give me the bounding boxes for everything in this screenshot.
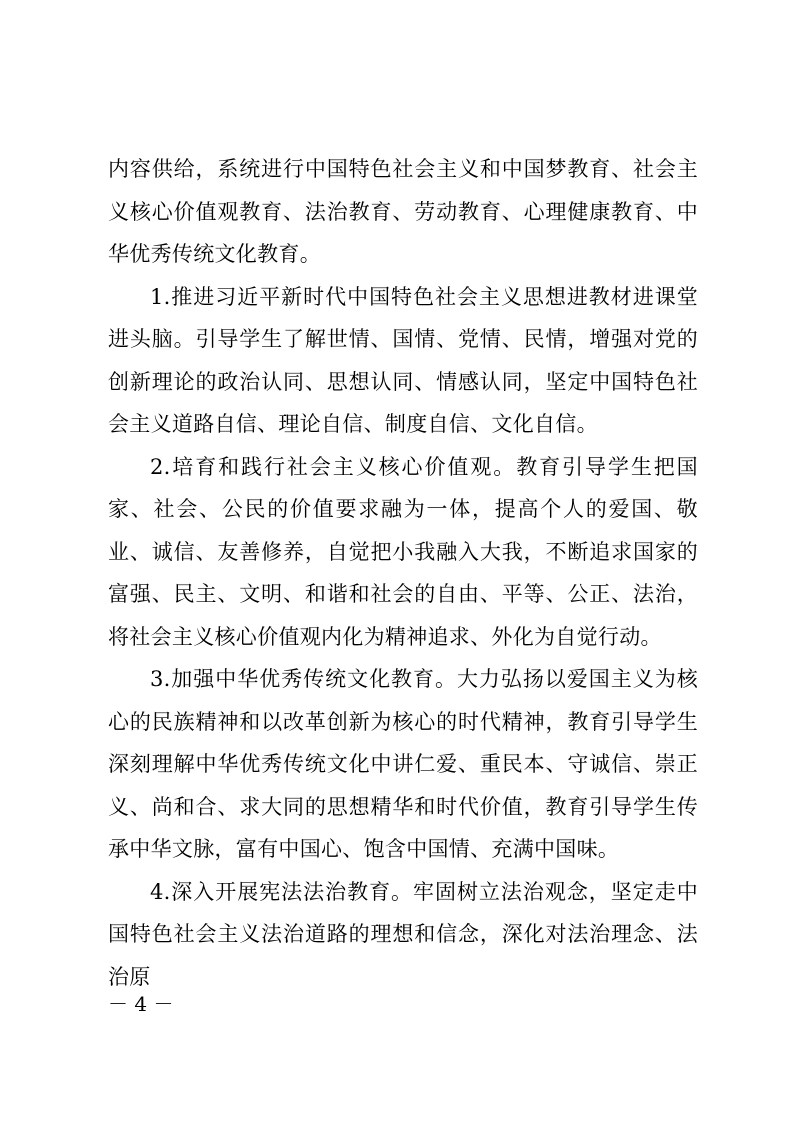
paragraph-content-supply: 内容供给，系统进行中国特色社会主义和中国梦教育、社会主义核心价值观教育、法治教育、劳动教育、心理健康教育、中华优秀传统文化教育。 xyxy=(108,157,698,266)
paragraph-item-1: 1.推进习近平新时代中国特色社会主义思想进教材进课堂进头脑。引导学生了解世情、国情、党情、民情，增强对党的创新理论的政治认同、思想认同、情感认同，坚定中国特色社会主义道路自信、理论自信、制度自信、文化自信。 xyxy=(108,284,698,436)
paragraph-item-4: 4.深入开展宪法法治教育。牢固树立法治观念，坚定走中国特色社会主义法治道路的理想和信念，深化对法治理念、法治原 xyxy=(108,879,698,989)
document-body xyxy=(108,148,698,998)
paragraph-item-3: 3.加强中华优秀传统文化教育。大力弘扬以爱国主义为核心的民族精神和以改革创新为核心的时代精神，教育引导学生深刻理解中华优秀传统文化中讲仁爱、重民本、守诚信、崇正义、尚和合、求大同的思想精华和时代价值，教育引导学生传承中华文脉，富有中国心、饱含中国情、充满中国味。 xyxy=(108,667,698,861)
paragraph-item-2: 2.培育和践行社会主义核心价值观。教育引导学生把国家、社会、公民的价值要求融为一体，提高个人的爱国、敬业、诚信、友善修养，自觉把小我融入大我，不断追求国家的富强、民主、文明、和谐和社会的自由、平等、公正、法治，将社会主义核心价值观内化为精神追求、外化为自觉行动。 xyxy=(108,454,698,649)
page-number: － 4 － xyxy=(108,992,174,1016)
